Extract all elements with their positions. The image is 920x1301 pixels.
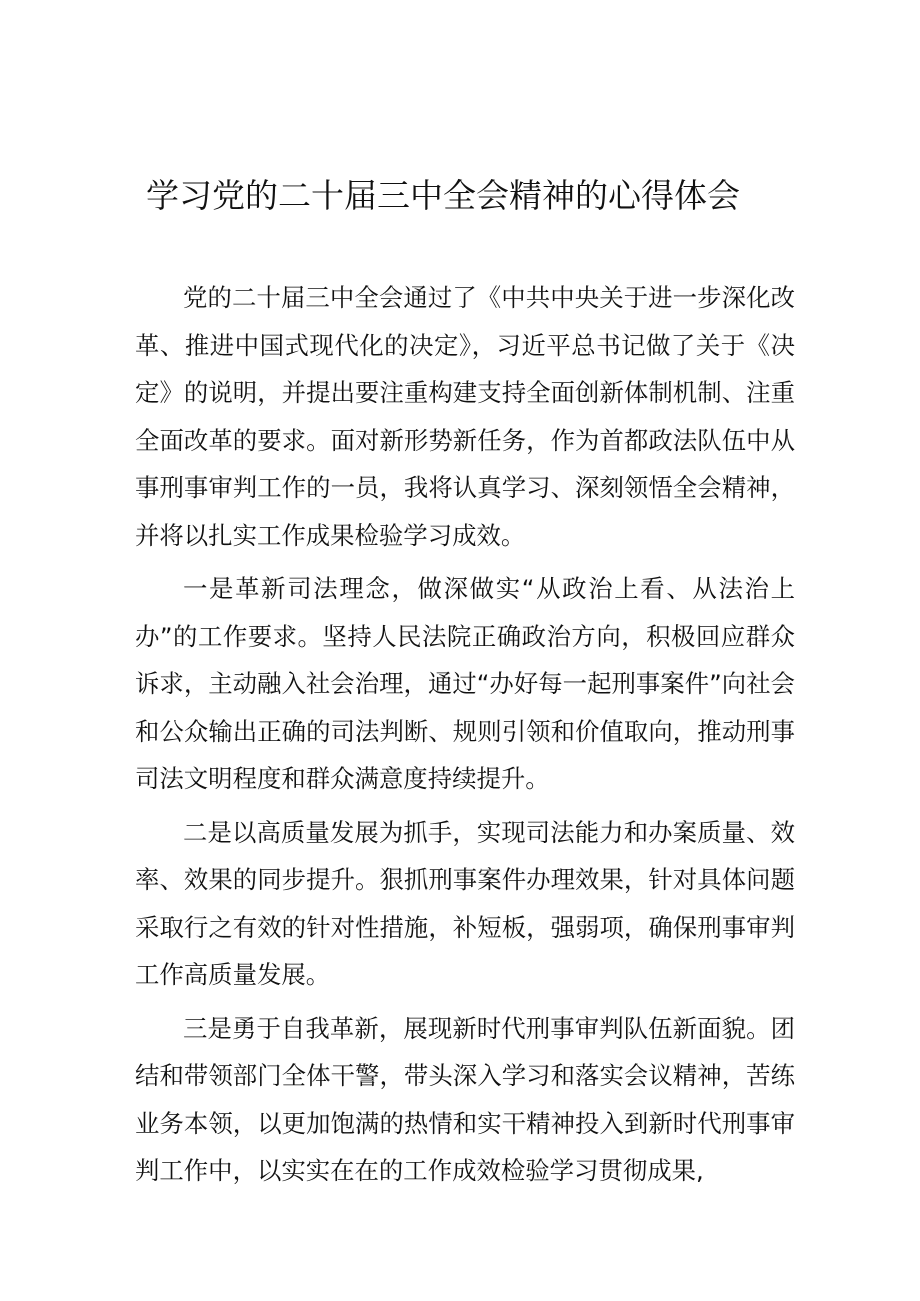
paragraph-intro: 党的二十届三中全会通过了《中共中央关于进一步深化改革、推进中国式现代化的决定》，习近平总书记做了关于《决定》的说明，并提出要注重构建支持全面创新体制机制、注重全面改革的要求。面对新形势新任务，作为首都政法队伍中从事刑事审判工作的一员，我将认真学习、深刻领悟全会精神，并将以扎实工作成果检验学习成效。 (135, 283, 795, 550)
paragraph-point-one: 一是革新司法理念，做深做实“从政治上看、从法治上办”的工作要求。坚持人民法院正确政治方向，积极回应群众诉求，主动融入社会治理，通过“办好每一起刑事案件”向社会和公众输出正确的司法判断、规则引领和价值取向，推动刑事司法文明程度和群众满意度持续提升。 (135, 574, 795, 793)
paragraph-point-three: 三是勇于自我革新，展现新时代刑事审判队伍新面貌。团结和带领部门全体干警，带头深入学习和落实会议精神，苦练业务本领，以更加饱满的热情和实干精神投入到新时代刑事审判工作中，以实实在在的工作成效检验学习贯彻成果, (135, 1013, 795, 1185)
document-title: 学习党的二十届三中全会精神的心得体会 (146, 176, 740, 215)
document-body (135, 274, 795, 1201)
paragraph-point-two: 二是以高质量发展为抓手，实现司法能力和办案质量、效率、效果的同步提升。狠抓刑事案件办理效果，针对具体问题采取行之有效的针对性措施，补短板，强弱项，确保刑事审判工作高质量发展。 (135, 817, 795, 989)
